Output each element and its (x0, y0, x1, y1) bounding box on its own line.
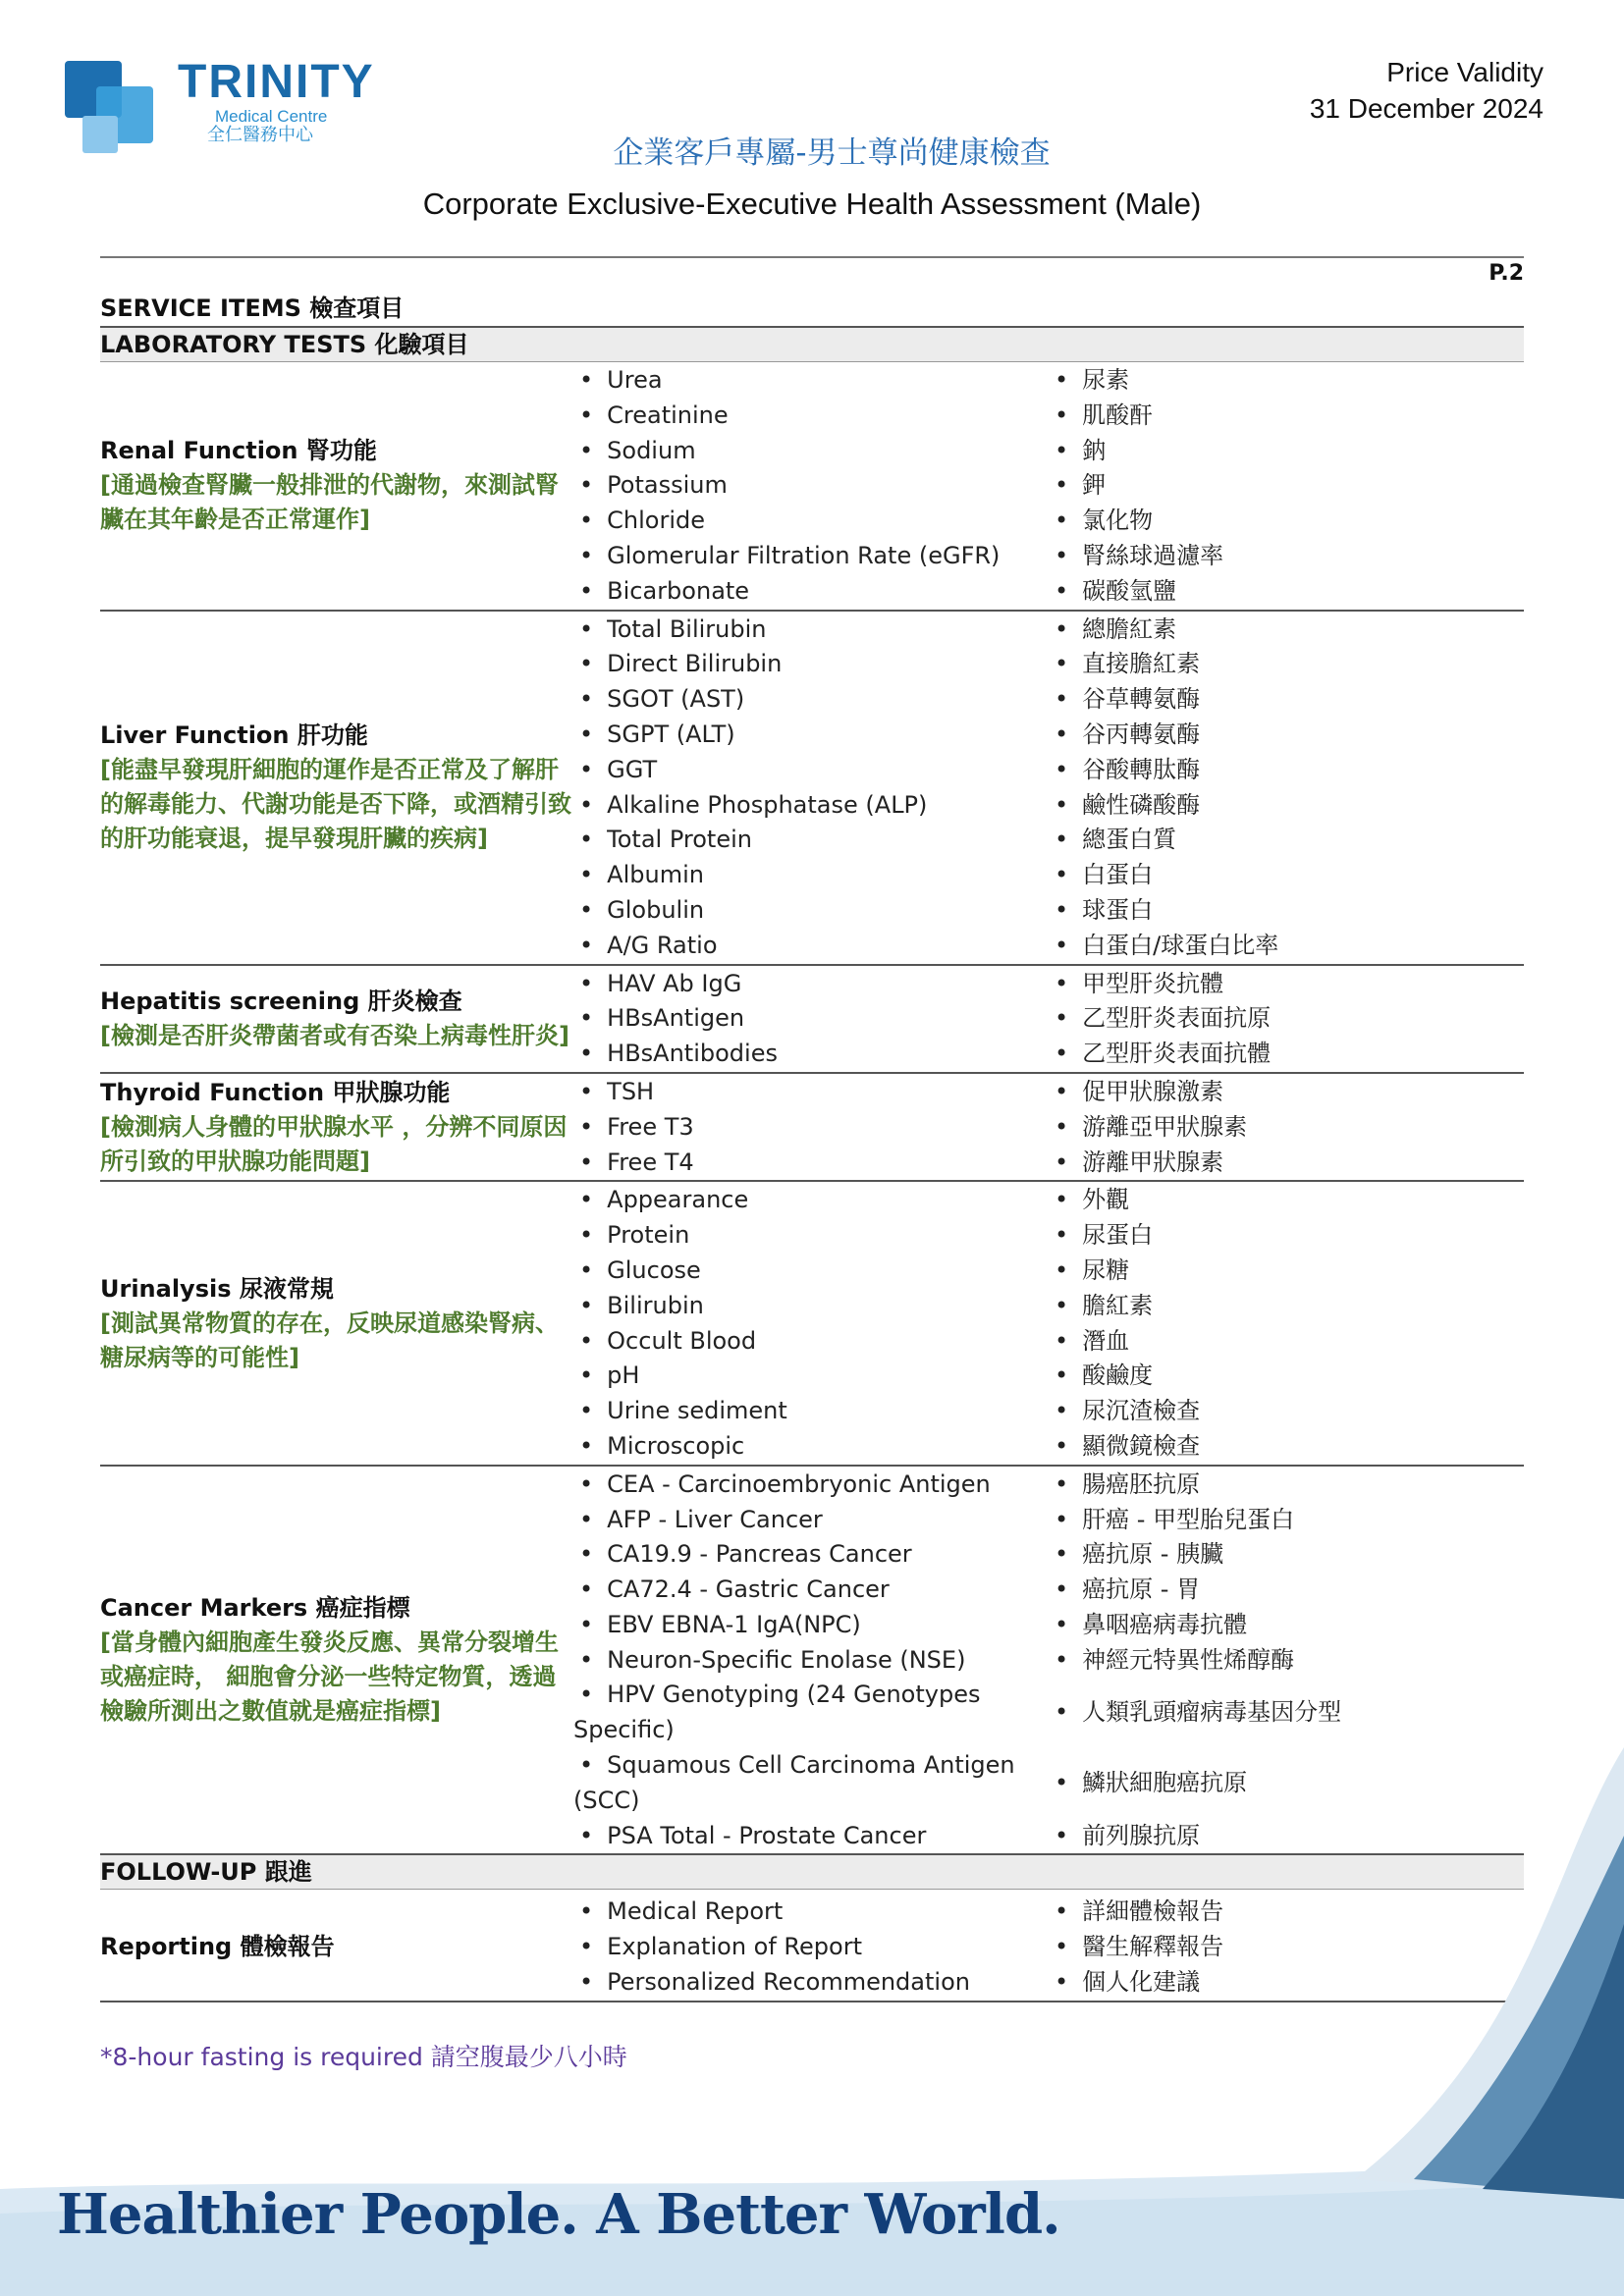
list-item: • A/G Ratio (579, 931, 718, 959)
list-item: • Squamous Cell Carcinoma Antigen (SCC) (573, 1751, 1015, 1814)
list-item: • 腸癌胚抗原 (1055, 1469, 1201, 1498)
list-item: • HAV Ab IgG (579, 969, 742, 997)
logo-subtitle: Medical Centre (215, 107, 328, 126)
list-item: • HBsAntibodies (579, 1040, 778, 1068)
list-item: • PSA Total - Prostate Cancer (579, 1821, 927, 1849)
list-item: • Globulin (579, 895, 705, 924)
list-item: • Bilirubin (579, 1291, 704, 1319)
list-item: • GGT (579, 755, 658, 783)
list-item: • 谷丙轉氨酶 (1055, 720, 1201, 748)
list-item: • 神經元特異性烯醇酶 (1055, 1645, 1295, 1674)
section-label: Hepatitis screening 肝炎檢查 (100, 987, 462, 1015)
list-item: • Chloride (579, 507, 706, 535)
list-item: • Glomerular Filtration Rate (eGFR) (579, 541, 1001, 569)
list-item: • CEA - Carcinoembryonic Antigen (579, 1469, 991, 1498)
list-item: • 腎絲球過濾率 (1055, 541, 1224, 569)
list-item: • pH (579, 1362, 640, 1390)
list-item: • 個人化建議 (1055, 1968, 1201, 1997)
list-item: • 游離甲狀腺素 (1055, 1148, 1224, 1176)
list-item: • 促甲狀腺激素 (1055, 1077, 1224, 1105)
list-item: • 鹼性磷酸酶 (1055, 790, 1201, 819)
list-item: • 尿沉渣檢查 (1055, 1397, 1201, 1425)
list-item: • 游離亞甲狀腺素 (1055, 1112, 1248, 1141)
list-item: • Free T4 (579, 1148, 694, 1176)
list-item: • 尿素 (1055, 366, 1130, 394)
list-item: • 膽紅素 (1055, 1291, 1154, 1319)
section-note: [檢測病人身體的甲狀腺水平 ，分辨不同原因所引致的甲狀腺功能問題] (100, 1112, 568, 1175)
price-validity (1310, 54, 1543, 127)
list-item: • 甲型肝炎抗體 (1055, 969, 1224, 997)
section-urinalysis (100, 1182, 1524, 1466)
list-item: • AFP - Liver Cancer (579, 1505, 823, 1533)
list-item: • Potassium (579, 471, 728, 500)
list-item: • HPV Genotyping (24 Genotypes Specific) (573, 1681, 981, 1744)
list-item: • 白蛋白/球蛋白比率 (1055, 931, 1279, 959)
list-item: • CA72.4 - Gastric Cancer (579, 1575, 890, 1604)
list-item: • Microscopic (579, 1431, 745, 1460)
list-item: • 癌抗原 - 胰臟 (1055, 1540, 1224, 1569)
service-items-heading: SERVICE ITEMS 檢查項目 (100, 294, 405, 322)
list-item: • 癌抗原 - 胃 (1055, 1575, 1201, 1604)
list-item: • 酸鹼度 (1055, 1362, 1154, 1390)
list-item: • Urea (579, 366, 663, 394)
section-label: Thyroid Function 甲狀腺功能 (100, 1078, 451, 1106)
list-item: • EBV EBNA-1 IgA(NPC) (579, 1610, 861, 1638)
list-item: • 潛血 (1055, 1326, 1130, 1355)
list-item: • Sodium (579, 436, 696, 464)
list-item: • 谷草轉氨酶 (1055, 685, 1201, 714)
list-item: • 鼻咽癌病毒抗體 (1055, 1610, 1248, 1638)
list-item: • 鈉 (1055, 436, 1107, 464)
list-item: • Glucose (579, 1255, 701, 1284)
list-item: • Albumin (579, 861, 704, 889)
section-label: Liver Function 肝功能 (100, 721, 368, 750)
list-item: • 總蛋白質 (1055, 826, 1177, 854)
list-item: • CA19.9 - Pancreas Cancer (579, 1540, 912, 1569)
list-item: • 詳細體檢報告 (1055, 1897, 1224, 1926)
list-item: • 乙型肝炎表面抗原 (1055, 1004, 1272, 1033)
list-item: • 前列腺抗原 (1055, 1821, 1201, 1849)
section-note: [測試異常物質的存在，反映尿道感染腎病、糖尿病等的可能性] (100, 1308, 559, 1371)
list-item: • 人類乳頭瘤病毒基因分型 (1055, 1698, 1342, 1727)
section-liver-function (100, 612, 1524, 966)
section-label: Renal Function 腎功能 (100, 437, 377, 465)
header-divider (100, 256, 1524, 258)
corner-wave-decoration (1355, 1747, 1624, 2199)
list-item: • Bicarbonate (579, 576, 750, 605)
list-item: • 外觀 (1055, 1186, 1130, 1214)
section-thyroid-function (100, 1074, 1524, 1182)
list-item: • SGOT (AST) (579, 685, 745, 714)
list-item: • 醫生解釋報告 (1055, 1933, 1224, 1961)
service-items-table (100, 291, 1524, 2073)
section-hepatitis-screening (100, 966, 1524, 1074)
section-note: [當身體內細胞產生發炎反應、異常分裂增生或癌症時， 細胞會分泌一些特定物質，透過檢驗所測出之數值就是癌症指標] (100, 1629, 559, 1726)
list-item: • Total Bilirubin (579, 614, 767, 643)
slogan: Healthier People. A Better World. (57, 2182, 1060, 2247)
list-item: • 鱗狀細胞癌抗原 (1055, 1768, 1248, 1796)
price-validity-label: Price Validity (1386, 57, 1543, 87)
list-item: • 肝癌 - 甲型胎兒蛋白 (1055, 1505, 1295, 1533)
list-item: • Direct Bilirubin (579, 650, 783, 678)
list-item: • Appearance (579, 1186, 749, 1214)
list-item: • 總膽紅素 (1055, 614, 1177, 643)
page-title-zh: 企業客戶專屬-男士尊尚健康檢查 (613, 135, 1051, 171)
list-item: • 谷酸轉肽酶 (1055, 755, 1201, 783)
followup-heading: FOLLOW-UP 跟進 (100, 1855, 1524, 1890)
list-item: • Total Protein (579, 826, 752, 854)
list-item: • 鉀 (1055, 471, 1107, 500)
section-renal-function (100, 362, 1524, 612)
section-note: [通過檢查腎臟一般排泄的代謝物，來測試腎臟在其年齡是否正常運作] (100, 471, 559, 534)
section-cancer-markers (100, 1467, 1524, 1856)
lab-tests-heading: LABORATORY TESTS 化驗項目 (100, 326, 1524, 362)
list-item: • Free T3 (579, 1112, 694, 1141)
list-item: • 碳酸氫鹽 (1055, 576, 1177, 605)
list-item: • Neuron-Specific Enolase (NSE) (579, 1645, 966, 1674)
section-note: [能盡早發現肝細胞的運作是否正常及了解肝的解毒能力、代謝功能是否下降，或酒精引致的肝功能衰退，提早發現肝臟的疾病] (100, 756, 571, 853)
list-item: • 肌酸酐 (1055, 400, 1154, 429)
fasting-footnote: *8-hour fasting is required 請空腹最少八小時 (100, 2042, 627, 2071)
list-item: • 尿糖 (1055, 1255, 1130, 1284)
list-item: • Occult Blood (579, 1326, 757, 1355)
price-validity-date: 31 December 2024 (1309, 93, 1543, 124)
section-reporting (100, 1890, 1524, 2002)
list-item: • 尿蛋白 (1055, 1221, 1154, 1250)
list-item: • Medical Report (579, 1897, 784, 1926)
list-item: • Creatinine (579, 400, 729, 429)
page-number: P.2 (1489, 261, 1524, 286)
list-item: • 乙型肝炎表面抗體 (1055, 1040, 1272, 1068)
section-label: Cancer Markers 癌症指標 (100, 1594, 410, 1623)
list-item: • HBsAntigen (579, 1004, 745, 1033)
list-item: • 顯微鏡檢查 (1055, 1431, 1201, 1460)
section-note: [檢測是否肝炎帶菌者或有否染上病毒性肝炎] (100, 1021, 569, 1049)
list-item: • 氯化物 (1055, 507, 1154, 535)
list-item: • Alkaline Phosphatase (ALP) (579, 790, 928, 819)
page-title-en: Corporate Exclusive-Executive Health Assessment (Male) (422, 187, 1202, 221)
section-label: Urinalysis 尿液常規 (100, 1274, 334, 1303)
list-item: • Urine sediment (579, 1397, 787, 1425)
logo-name: TRINITY (178, 56, 375, 108)
list-item: • Explanation of Report (579, 1933, 862, 1961)
list-item: • Personalized Recommendation (579, 1968, 970, 1997)
list-item: • 白蛋白 (1055, 861, 1154, 889)
list-item: • TSH (579, 1077, 655, 1105)
logo-subtitle-zh: 全仁醫務中心 (207, 125, 313, 145)
list-item: • Protein (579, 1221, 690, 1250)
list-item: • 球蛋白 (1055, 895, 1154, 924)
section-label: Reporting 體檢報告 (100, 1933, 335, 1961)
list-item: • SGPT (ALT) (579, 720, 735, 748)
list-item: • 直接膽紅素 (1055, 650, 1201, 678)
